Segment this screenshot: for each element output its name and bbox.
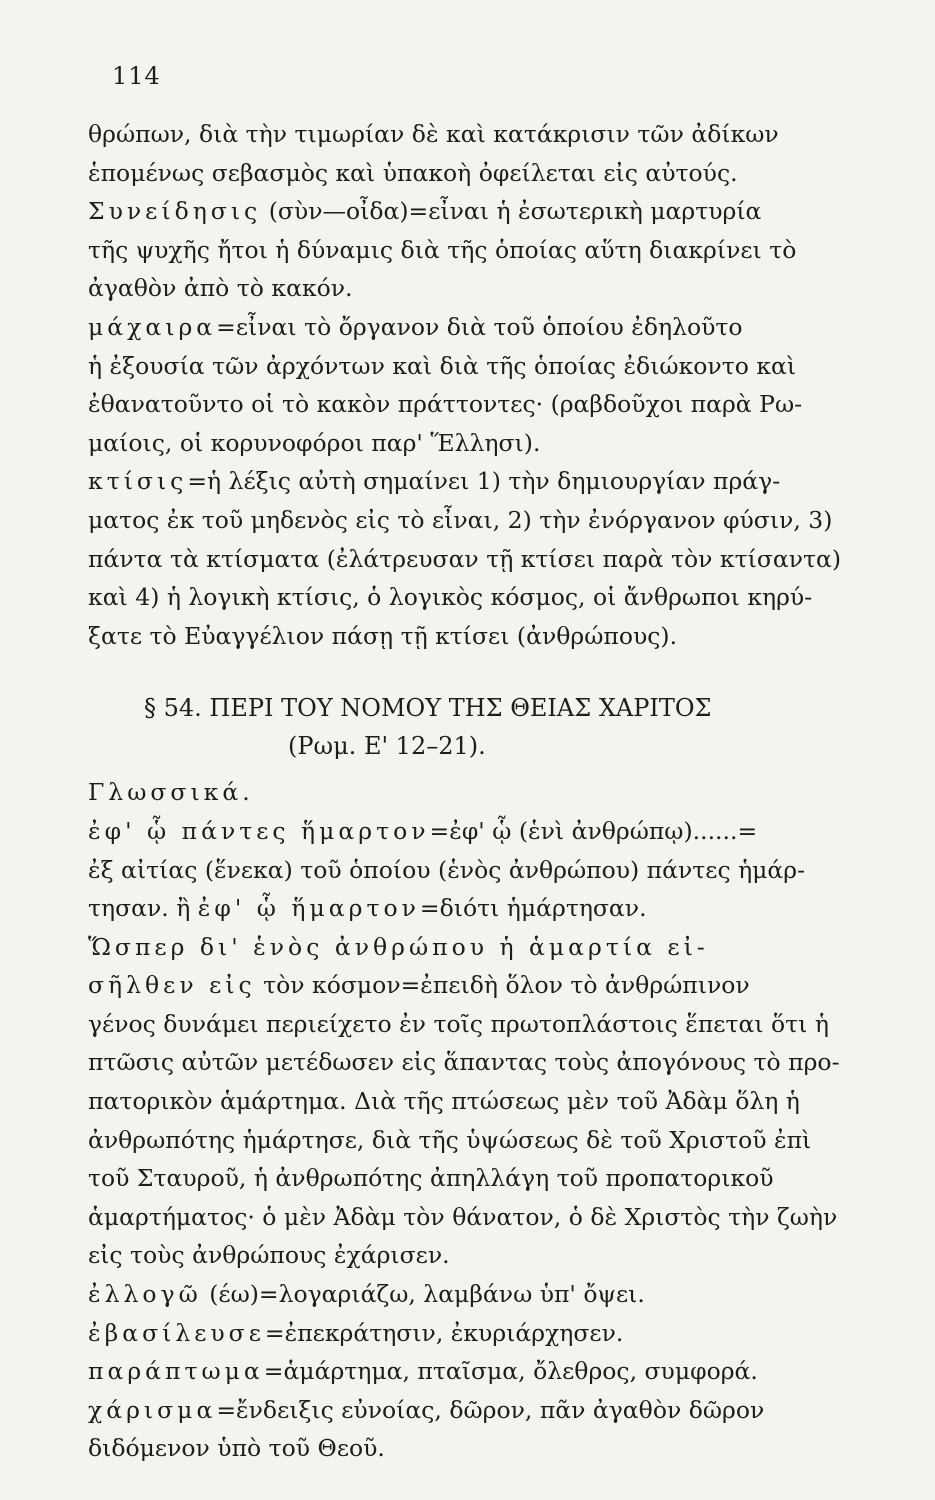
- spaced-term: μάχαιρα: [88, 312, 217, 341]
- text-segment: ματος ἐκ τοῦ μηδενὸς εἰς τὸ εἶναι, 2) τὴν ἐνόργανον φύσιν, 3): [88, 505, 833, 534]
- text-segment: τῆς ψυχῆς ἤτοι ἡ δύναμις διὰ τῆς ὁποίας αὕτη διακρίνει τὸ: [88, 235, 797, 264]
- text-line: [88, 812, 863, 851]
- text-segment: ἀγαθὸν ἀπὸ τὸ κακόν.: [88, 274, 353, 303]
- spaced-term: χάρισμα: [88, 1395, 217, 1424]
- text-segment: ἑπομένως σεβασμὸς καὶ ὑπακοὴ ὀφείλεται εἰς αὐτούς.: [88, 158, 738, 187]
- spaced-term: ἐφ' ᾧ πάντες ἥμαρτον: [88, 816, 430, 845]
- text-line: [88, 1043, 863, 1082]
- text-segment: =ἡ λέξις αὐτὴ σημαίνει 1) τὴν δημιουργίαν πράγ-: [187, 467, 781, 496]
- page-body: [88, 115, 863, 1468]
- text-segment: καὶ 4) ἡ λογικὴ κτίσις, ὁ λογικὸς κόσμος, οἱ ἄνθρωποι κηρύ-: [88, 583, 813, 612]
- text-segment: θρώπων, διὰ τὴν τιμωρίαν δὲ καὶ κατάκρισιν τῶν ἀδίκων: [88, 120, 779, 148]
- text-line: [88, 347, 863, 386]
- text-segment: =εἶναι τὸ ὄργανον διὰ τοῦ ὁποίου ἐδηλοῦτο: [216, 312, 743, 341]
- text-line: [88, 308, 863, 347]
- text-segment: τὸν κόσμον=ἐπειδὴ ὅλον τὸ ἀνθρώπινον: [255, 971, 750, 1000]
- text-line: [88, 1314, 863, 1353]
- spaced-term: Γλωσσικά.: [88, 778, 254, 807]
- spaced-term: ἐβασίλευσε: [88, 1318, 265, 1347]
- text-line: [88, 1082, 863, 1121]
- text-segment: ξατε τὸ Εὐαγγέλιον πάσῃ τῇ κτίσει (ἀνθρώπους).: [88, 621, 678, 650]
- text-line: [88, 617, 863, 656]
- text-segment: πάντα τὰ κτίσματα (ἐλάτρευσαν τῇ κτίσει παρὰ τὸν κτίσαντα): [88, 544, 842, 573]
- text-line: [88, 154, 863, 193]
- text-line: [88, 1198, 863, 1237]
- text-line: [88, 1391, 863, 1430]
- text-segment: =ἐφ' ᾧ (ἑνὶ ἀνθρώπῳ)......=: [429, 816, 758, 845]
- spaced-term: ἐφ' ᾧ ἥμαρτον: [197, 894, 420, 923]
- text-segment: διδόμενον ὑπὸ τοῦ Θεοῦ.: [88, 1434, 385, 1463]
- text-segment: =ἐπεκράτησιν, ἐκυριάρχησεν.: [264, 1318, 624, 1347]
- text-segment: μαίοις, οἱ κορυνοφόροι παρ' Ἕλλησι).: [88, 428, 541, 457]
- text-line: [88, 115, 863, 154]
- text-line: [88, 424, 863, 463]
- spaced-term: παράπτωμα: [88, 1357, 264, 1386]
- text-line: [88, 540, 863, 579]
- text-line: [88, 851, 863, 890]
- text-segment: γένος δυνάμει περιείχετο ἐν τοῖς πρωτοπλάστοις ἕπεται ὅτι ἡ: [88, 1009, 829, 1038]
- text-segment: τησαν. ἢ: [88, 894, 198, 923]
- text-segment: =διότι ἡμάρτησαν.: [419, 894, 647, 923]
- text-line: [88, 773, 863, 812]
- text-line: [88, 231, 863, 270]
- text-segment: ἡ ἐξουσία τῶν ἀρχόντων καὶ διὰ τῆς ὁποίας ἐδιώκοντο καὶ: [88, 351, 797, 380]
- text-line: [88, 1275, 863, 1314]
- text-segment: ἁμαρτήματος· ὁ μὲν Ἀδὰμ τὸν θάνατον, ὁ δὲ Χριστὸς τὴν ζωὴν: [88, 1202, 838, 1231]
- text-segment: εἰς τοὺς ἀνθρώπους ἐχάρισεν.: [88, 1241, 450, 1270]
- text-line: [88, 1236, 863, 1275]
- text-line: [88, 889, 863, 928]
- text-segment: ἐξ αἰτίας (ἕνεκα) τοῦ ὁποίου (ἑνὸς ἀνθρώπου) πάντες ἡμάρ-: [88, 855, 806, 884]
- text-line: [88, 578, 863, 617]
- spaced-term: ἐλλογῶ: [88, 1280, 202, 1309]
- text-line: [88, 1429, 863, 1468]
- text-segment: ἐθανατοῦντο οἱ τὸ κακὸν πράττοντες· (ραβδοῦχοι παρὰ Ρω-: [88, 390, 803, 419]
- text-line: [88, 462, 863, 501]
- spaced-term: Συνείδησις: [88, 197, 262, 226]
- text-line: [88, 966, 863, 1005]
- section-heading: [88, 689, 863, 765]
- spaced-term: Ὥσπερ δι' ἑνὸς ἀνθρώπου ἡ ἁμαρτία εἰ-: [88, 932, 709, 961]
- text-segment: πατορικὸν ἁμάρτημα. Διὰ τῆς πτώσεως μὲν τοῦ Ἀδὰμ ὅλη ἡ: [88, 1087, 800, 1116]
- text-line: [88, 192, 863, 231]
- section-heading-title: § 54. ΠΕΡΙ ΤΟΥ ΝΟΜΟΥ ΤΗΣ ΘΕΙΑΣ ΧΑΡΙΤΟΣ: [144, 694, 712, 723]
- text-line: [88, 928, 863, 967]
- glossary-top-block: [88, 115, 863, 655]
- text-line: [88, 1352, 863, 1391]
- spaced-term: κτίσις: [88, 467, 188, 496]
- text-line: [88, 1121, 863, 1160]
- text-line: [88, 1005, 863, 1044]
- text-segment: πτῶσις αὐτῶν μετέδωσεν εἰς ἅπαντας τοὺς ἀπογόνους τὸ προ-: [88, 1048, 840, 1077]
- section-heading-reference: (Ρωμ. Ε' 12–21).: [288, 732, 486, 761]
- text-segment: (σὺν—οἶδα)=εἶναι ἡ ἐσωτερικὴ μαρτυρία: [261, 197, 762, 226]
- text-segment: =ἁμάρτημα, πταῖσμα, ὄλεθρος, συμφορά.: [263, 1357, 758, 1386]
- text-line: [88, 501, 863, 540]
- text-line: [88, 1159, 863, 1198]
- text-line: [88, 269, 863, 308]
- text-segment: τοῦ Σταυροῦ, ἡ ἀνθρωπότης ἀπηλλάγη τοῦ προπατορικοῦ: [88, 1164, 774, 1193]
- text-line: [88, 385, 863, 424]
- page-number: 114: [112, 62, 161, 90]
- spaced-term: σῆλθεν εἰς: [88, 971, 256, 1000]
- glossary-bottom-block: [88, 773, 863, 1468]
- text-segment: ἀνθρωπότης ἡμάρτησε, διὰ τῆς ὑψώσεως δὲ τοῦ Χριστοῦ ἐπὶ: [88, 1125, 812, 1154]
- text-segment: =ἔνδειξις εὐνοίας, δῶρον, πᾶν ἀγαθὸν δῶρον: [216, 1395, 765, 1424]
- text-segment: (έω)=λογαριάζω, λαμβάνω ὑπ' ὄψει.: [201, 1280, 645, 1309]
